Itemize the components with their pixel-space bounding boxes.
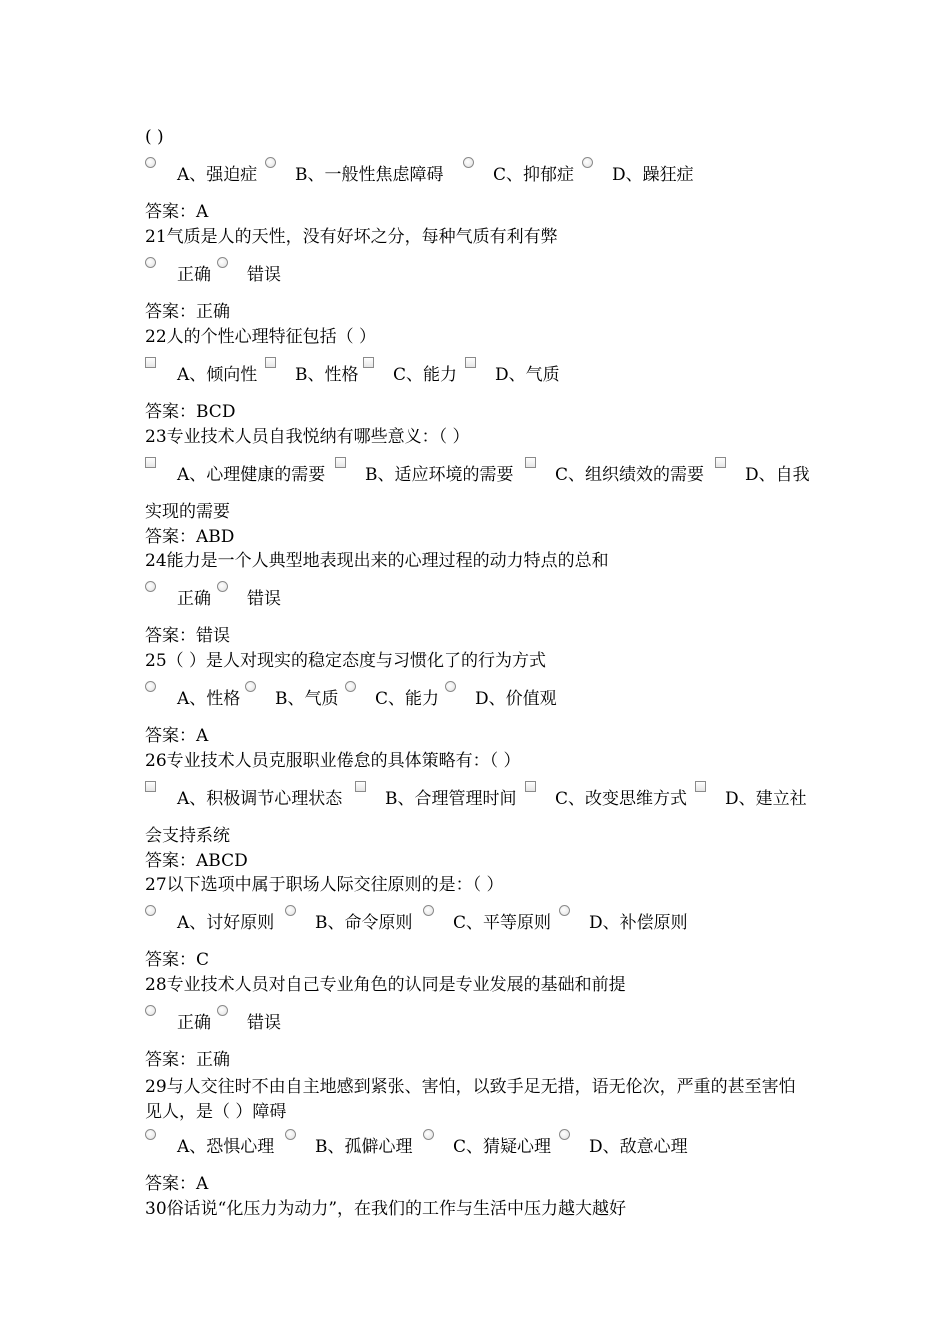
answer-text: 答案：ABCD bbox=[145, 851, 248, 871]
checkbox[interactable] bbox=[465, 357, 476, 368]
question-text: 26专业技术人员克服职业倦怠的具体策略有：（ ） bbox=[145, 751, 521, 771]
answer-text: 答案：正确 bbox=[145, 302, 230, 322]
question-text: 22人的个性心理特征包括（ ） bbox=[145, 327, 377, 347]
option-label: B、命令原则 bbox=[315, 913, 413, 933]
radio-button[interactable] bbox=[559, 905, 570, 916]
option-label: C、抑郁症 bbox=[493, 165, 575, 185]
radio-button[interactable] bbox=[285, 1129, 296, 1140]
option-label: A、强迫症 bbox=[177, 165, 258, 185]
answer-text: 答案：A bbox=[145, 202, 209, 222]
checkbox[interactable] bbox=[355, 781, 366, 792]
radio-button[interactable] bbox=[245, 681, 256, 692]
option-label: D、自我 bbox=[745, 465, 810, 485]
checkbox[interactable] bbox=[363, 357, 374, 368]
checkbox[interactable] bbox=[145, 457, 156, 468]
option-label: 错误 bbox=[247, 1013, 281, 1033]
radio-button[interactable] bbox=[145, 257, 156, 268]
radio-button[interactable] bbox=[265, 157, 276, 168]
option-label: 正确 bbox=[177, 589, 211, 609]
continued-text: 实现的需要 bbox=[145, 502, 230, 522]
option-label: D、建立社 bbox=[725, 789, 807, 809]
answer-text: 答案：错误 bbox=[145, 626, 230, 646]
option-label: D、躁狂症 bbox=[612, 165, 694, 185]
radio-button[interactable] bbox=[145, 905, 156, 916]
option-label: D、敌意心理 bbox=[589, 1137, 688, 1157]
option-label: D、补偿原则 bbox=[589, 913, 688, 933]
checkbox[interactable] bbox=[145, 357, 156, 368]
radio-button[interactable] bbox=[345, 681, 356, 692]
radio-button[interactable] bbox=[445, 681, 456, 692]
radio-button[interactable] bbox=[145, 681, 156, 692]
option-label: C、猜疑心理 bbox=[453, 1137, 552, 1157]
option-label: C、组织绩效的需要 bbox=[555, 465, 705, 485]
option-label: C、能力 bbox=[375, 689, 440, 709]
continued-text: 会支持系统 bbox=[145, 826, 230, 846]
radio-button[interactable] bbox=[145, 1005, 156, 1016]
checkbox[interactable] bbox=[525, 781, 536, 792]
answer-text: 答案：A bbox=[145, 1174, 209, 1194]
question-text: 28专业技术人员对自己专业角色的认同是专业发展的基础和前提 bbox=[145, 975, 626, 995]
question-text: 25（ ）是人对现实的稳定态度与习惯化了的行为方式 bbox=[145, 651, 547, 671]
checkbox[interactable] bbox=[265, 357, 276, 368]
radio-button[interactable] bbox=[217, 257, 228, 268]
question-text: 24能力是一个人典型地表现出来的心理过程的动力特点的总和 bbox=[145, 551, 609, 571]
radio-button[interactable] bbox=[463, 157, 474, 168]
answer-text: 答案：C bbox=[145, 950, 210, 970]
checkbox[interactable] bbox=[145, 781, 156, 792]
option-label: B、性格 bbox=[295, 365, 359, 385]
radio-button[interactable] bbox=[582, 157, 593, 168]
question-text: 27以下选项中属于职场人际交往原则的是：（ ） bbox=[145, 875, 504, 895]
option-label: D、价值观 bbox=[475, 689, 557, 709]
radio-button[interactable] bbox=[559, 1129, 570, 1140]
option-label: D、气质 bbox=[495, 365, 560, 385]
option-label: B、孤僻心理 bbox=[315, 1137, 413, 1157]
answer-text: 答案：正确 bbox=[145, 1050, 230, 1070]
option-label: 错误 bbox=[247, 589, 281, 609]
radio-button[interactable] bbox=[217, 1005, 228, 1016]
radio-button[interactable] bbox=[145, 157, 156, 168]
option-label: A、积极调节心理状态 bbox=[177, 789, 343, 809]
option-label: A、倾向性 bbox=[177, 365, 258, 385]
option-label: B、气质 bbox=[275, 689, 339, 709]
question-text: 23专业技术人员自我悦纳有哪些意义：（ ） bbox=[145, 427, 470, 447]
checkbox[interactable] bbox=[695, 781, 706, 792]
option-label: C、改变思维方式 bbox=[555, 789, 688, 809]
option-label: C、平等原则 bbox=[453, 913, 552, 933]
option-label: 错误 bbox=[247, 265, 281, 285]
answer-text: 答案：ABD bbox=[145, 527, 235, 547]
radio-button[interactable] bbox=[423, 905, 434, 916]
answer-text: 答案：BCD bbox=[145, 402, 236, 422]
option-label: C、能力 bbox=[393, 365, 458, 385]
checkbox[interactable] bbox=[715, 457, 726, 468]
radio-button[interactable] bbox=[217, 581, 228, 592]
option-label: B、合理管理时间 bbox=[385, 789, 517, 809]
option-label: B、一般性焦虑障碍 bbox=[295, 165, 444, 185]
option-label: A、心理健康的需要 bbox=[177, 465, 326, 485]
question-text: 30俗话说“化压力为动力”，在我们的工作与生活中压力越大越好 bbox=[145, 1199, 627, 1219]
radio-button[interactable] bbox=[423, 1129, 434, 1140]
checkbox[interactable] bbox=[335, 457, 346, 468]
option-label: A、性格 bbox=[177, 689, 241, 709]
question-text: 29与人交往时不由自主地感到紧张、害怕，以致手足无措，语无伦次，严重的甚至害怕见人，是（ ）障碍 bbox=[145, 1077, 796, 1122]
continued-text: ( ) bbox=[145, 127, 164, 147]
radio-button[interactable] bbox=[285, 905, 296, 916]
radio-button[interactable] bbox=[145, 1129, 156, 1140]
option-label: 正确 bbox=[177, 1013, 211, 1033]
checkbox[interactable] bbox=[525, 457, 536, 468]
option-label: A、恐惧心理 bbox=[177, 1137, 275, 1157]
option-label: B、适应环境的需要 bbox=[365, 465, 514, 485]
question-text: 21气质是人的天性，没有好坏之分，每种气质有利有弊 bbox=[145, 227, 558, 247]
option-label: 正确 bbox=[177, 265, 211, 285]
answer-text: 答案：A bbox=[145, 726, 209, 746]
radio-button[interactable] bbox=[145, 581, 156, 592]
option-label: A、讨好原则 bbox=[177, 913, 275, 933]
